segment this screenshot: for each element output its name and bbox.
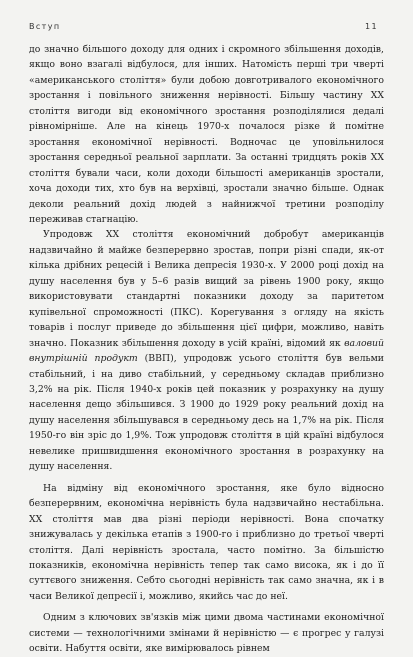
paragraph-2 xyxy=(29,227,384,474)
paragraph-4: Одним з ключових зв'язків між цими двома частинами економічної системи — технологічними змінами й нерівністю — є прогрес у галузі освіти. Набуття освіти, яке вимірювалось рівнем xyxy=(29,612,384,655)
page-number: 11 xyxy=(365,22,378,31)
paragraph-1: до значно більшого доходу для одних і скромного збільшення доходів, якщо воно взагалі відбулося, для інших. Натомість перші три чверті «американського століття» були добою довготривалого економічного зростання і повільного зниження нерівності. Більшу частину XX століття вигоди від економічного зростання розподілялися дедалі рівномірніше. Але на кінець 1970-х почалося різке й помітне зростання економічної нерівності. Водночас це уповільнилося зростання середньої реальної зарплати. За останні тридцять років XX століття бували часи, коли доходи більшості американців зростали, хоча доходи тих, хто був на верхівці, зростали значно більше. Однак деколи реальний дохід людей з найнижчої третини розподілу переживав стагнацію. xyxy=(29,44,384,225)
paragraph-3: На відміну від економічного зростання, яке було відносно безперервним, економічна нерівність була надзвичайно нестабільна. XX століття мав два різні періоди нерівності. Вона спочатку знижувалась у декілька етапів з 1900-го і приблизно до третьої чверті століття. Далі нерівність зростала, часто помітно. За більшістю показників, економічна нерівність тепер так само висока, як і до її суттєвого зниження. Себто сьогодні нерівність так само значна, як і в часи Великої депресії і, можливо, якийсь час до неї. xyxy=(29,482,384,602)
body-text xyxy=(29,42,384,657)
paragraph-2-part-b: (ВВП), упродовж усього століття був вельми стабільний, і на диво стабільний, у середньому складав приблизно 3,2% на рік. Після 1940-х років цей показник у розрахунку на душу населення дещо збільшився. З 1900 до 1929 року реальний дохід на душу населення збільшувався в середньому десь на 1,7% на рік. Після 1950-го він зріс до 1,9%. Тож упродовж століття в цій країні відбулося невелике пришвидшення економічного зростання в розрахунку на душу населення. xyxy=(29,353,384,473)
running-header xyxy=(29,22,378,36)
paragraph-2-part-a: Упродовж XX століття економічний добробут американців надзвичайно й майже безперервно зростав, попри різні спади, як-от кілька дрібних рецесій і Велика депресія 1930-х. У 2000 році дохід на душу населення був у 5–6 разів вищий за рівень 1900 року, якщо використовувати стандартні показники доходу за паритетом купівельної спроможності (ПКС). Корегування з огляду на якість товарів і послуг приведе до збільшення цієї цифри, можливо, навіть значно. Показник збільшення доходу в усій країні, відомий як xyxy=(29,229,384,349)
gdp-term: валовий внутрішній продукт xyxy=(29,337,384,365)
section-title: Вступ xyxy=(29,22,61,31)
